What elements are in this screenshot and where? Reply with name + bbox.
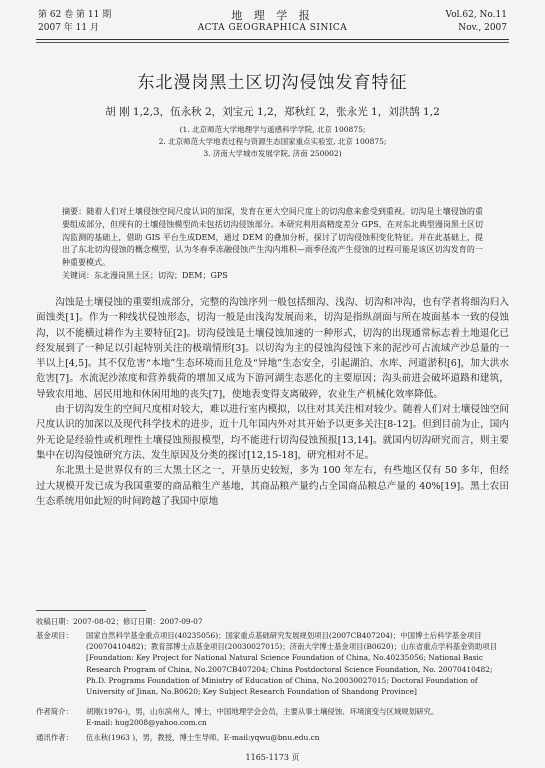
date-cn: 2007 年 11 月 [38,23,99,33]
affiliation-1: (1. 北京师范大学地理学与遥感科学学院, 北京 100875; [179,125,366,134]
article-title: 东北漫岗黑土区切沟侵蚀发育特征 [137,73,408,93]
abstract-label: 摘要： [62,207,87,216]
author-list: 胡 刚 1,2,3，伍永秋 2，刘宝元 1,2，郑秋红 2，张永光 1，刘洪鹄 1,2 [105,106,440,118]
journal-name-cn: 地 理 学 报 [231,9,314,22]
volume-issue-cn: 第 62 卷 第 11 期 [38,10,112,20]
corresponding-author [36,732,509,743]
affiliation-2: 2. 北京师范大学地表过程与资源生态国家重点实验室, 北京 100875; [158,137,387,146]
fund-label: 基金项目： [36,631,73,640]
journal-name-en: ACTA GEOGRAPHICA SINICA [197,23,348,33]
keywords-label: 关键词： [62,271,94,280]
corr-label: 通讯作者： [36,733,73,742]
keywords [62,270,483,281]
fund-info [36,630,509,697]
body-paragraph: 由于切沟发生的空间尺度相对较大，难以进行室内模拟，以往对其关注相对较少。随着人们对土壤侵蚀空间尺度认识的加深以及现代科学技术的进步，近十几年国内外对其开始予以更多关注[8-12]。但到目前为止，国内外无论是经验性或机理性土壤侵蚀预报模型，均不能进行切沟侵蚀预报[13,14]。就国内切沟研究而言，则主要集中在切沟侵蚀研究方法、发生原因及分类的探讨[12,15-18]，研究相对不足。 [36,404,509,461]
volume-issue-en: Vol.62, No.11 [445,10,507,20]
author-bio [36,706,509,728]
author-email: E-mail: hug2008@yahoo.com.cn [86,718,207,728]
abstract-text: 随着人们对土壤侵蚀空间尺度认识的加深，发育在更大空间尺度上的切沟愈来愈受到重视。切沟是土壤侵蚀的重要组成部分，但现有的土壤侵蚀模型尚未包括切沟侵蚀部分。本研究利用高精度差分 GPS，在对东北典型漫岗黑土区切沟监测的基础上，借助 GIS 平台生成DEM，通过 DEM 的叠加分析，探讨了切沟侵蚀积变化特征。并在此基础上，提出了东北切沟侵蚀的概念模型，认为冬春季冻融侵蚀产生沟内堆积—雨季径流产生侵蚀的过程可能是该区切沟发育的一种重要模式。 [62,207,483,268]
author-bio-text: 胡刚(1976-)，男，山东滨州人，博士，中国地理学会会员，主要从事土壤侵蚀、环境演变与区域规划研究。 E-mail: hug2008@yahoo.com.cn [86,707,439,728]
body-text [36,295,509,509]
footnote-rule [36,610,146,611]
header-rule-thick [36,39,509,40]
author-bio-label: 作者简介： [36,707,73,716]
header-rule-thin [36,42,509,43]
received-date: 收稿日期：2007-08-02；修订日期：2007-09-07 [36,617,203,626]
body-paragraph: 沟蚀是土壤侵蚀的重要组成部分，完整的沟蚀序列一般包括细沟、浅沟、切沟和冲沟，也有学者将细沟归入面蚀类[1]。作为一种线状侵蚀形态，切沟一般是由浅沟发展而来，切沟是指纵剖面与所在坡面基本一致的侵蚀沟，以不能横过耕作为主要特征[2]。切沟侵蚀是土壤侵蚀加速的一种形式，切沟的出现通常标志着土地退化已经发展到了一种足以引起特别关注的极端情形[3]。以切沟为主的侵蚀沟侵蚀下来的泥沙可占流域产沙总量的一半以上[4,5]。其不仅危害“本地”生态环境而且危及“异地”生态安全，引起湖泊、水库、河道淤积[6]，加大洪水危害[7]。水流泥沙浓度和营养载荷的增加又成为下游河湖生态恶化的主要原因；沟头前进会破坏道路和建筑，导致农用地、居民用地和休闲用地的丧失[7]，使地表变得支离破碎，农业生产机械化效率降低。 [36,297,509,400]
affiliation-3: 3. 济南大学城市发展学院, 济南 250002) [203,149,342,158]
keywords-text: 东北漫岗黑土区；切沟；DEM；GPS [94,271,228,280]
body-paragraph: 东北黑土是世界仅有的三大黑土区之一，开垦历史较短，多为 100 年左右，有些地区仅有 50 多年，但经过大规模开发已成为我国重要的商品粮生产基地，其商品粮产量约占全国商品粮总产量的 40%[19]。黑土农田生态系统用如此短的时间跨越了我国中原地 [36,465,509,507]
page-range: 1165-1173 页 [245,753,300,762]
header-right [446,9,507,35]
date-en: Nov., 2007 [458,23,507,33]
abstract [62,206,483,270]
corr-text: 伍永秋(1963 )，男，教授，博士生导师。E-mail:yqwu@bnu.edu.cn [86,733,320,742]
fund-text: 国家自然科学基金重点项目(40235056)；国家重点基础研究发展规划项目(2007CB407204)；中国博士后科学基金项目(20070410482)；教育部博士点基金项目(20030027015)；济南大学博士基金项目(B0620)；山东省重点学科基金资助项目 [Foundation: Key Project for National Natural Science Foundation of China, No.40235056; National Basic Research Program of China, No.2007CB407204; China Postdoctoral Science Foundation, No. 20070410482; Ph.D. Programs Foundation of Ministry of Education of China, No.20030027015; Doctoral Foundation of University of Jinan, No.B0620; Key Subject Research Foundation of Shandong Province] [86,631,498,697]
